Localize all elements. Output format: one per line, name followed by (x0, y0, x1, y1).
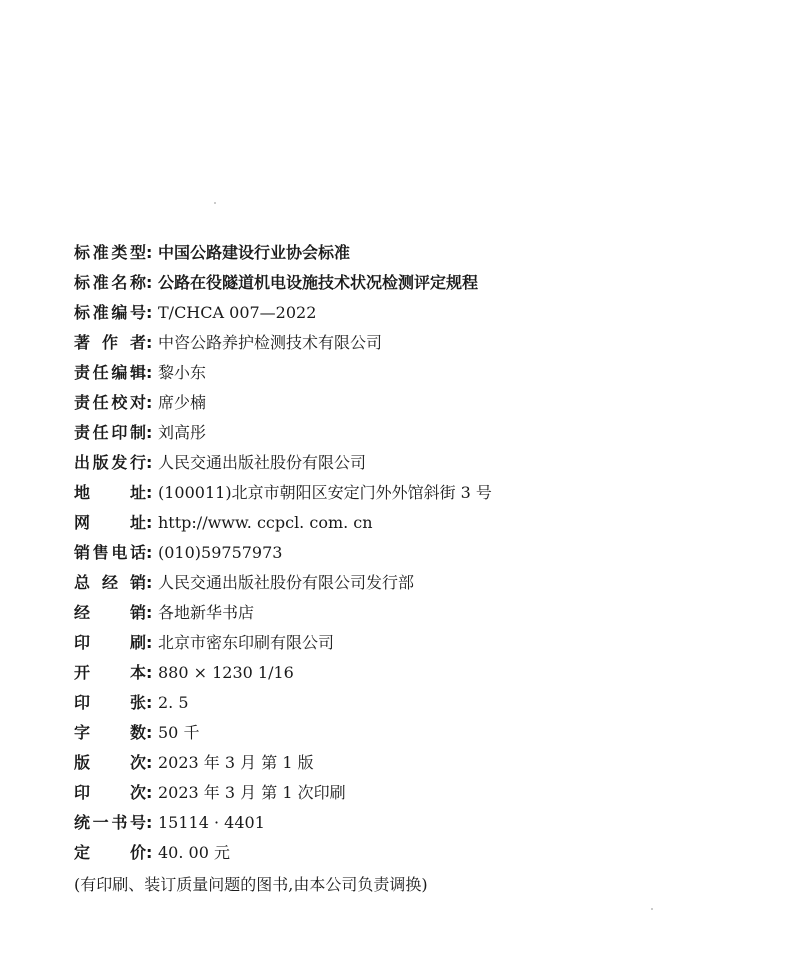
info-label: 印 刷 (74, 633, 146, 652)
info-row (74, 778, 754, 808)
info-colon: : (146, 783, 153, 802)
info-colon: : (146, 843, 153, 862)
info-label: 开 本 (74, 663, 146, 682)
info-colon: : (146, 453, 153, 472)
info-colon: : (146, 513, 153, 532)
info-colon: : (146, 693, 153, 712)
info-colon: : (146, 303, 153, 322)
info-value: 2023 年 3 月 第 1 次印刷 (158, 783, 346, 802)
info-colon: : (146, 363, 153, 382)
info-label: 标准编号 (74, 303, 146, 322)
info-row (74, 808, 754, 838)
info-value: 中咨公路养护检测技术有限公司 (158, 333, 383, 352)
info-value: 880 × 1230 1/16 (158, 663, 294, 682)
scan-speck (651, 908, 653, 910)
info-value: 各地新华书店 (158, 603, 255, 622)
info-row (74, 688, 754, 718)
info-colon: : (146, 603, 153, 622)
info-row (74, 748, 754, 778)
info-row (74, 838, 754, 868)
info-label: 标准类型 (74, 243, 146, 262)
info-label: 地 址 (74, 483, 146, 502)
info-colon: : (146, 273, 153, 292)
info-row (74, 658, 754, 688)
info-label: 出版发行 (74, 453, 146, 472)
info-label: 责任印制 (74, 423, 146, 442)
info-label: 版 次 (74, 753, 146, 772)
info-value: 人民交通出版社股份有限公司发行部 (158, 573, 415, 592)
info-label: 总 经 销 (74, 573, 146, 592)
info-label: 著 作 者 (74, 333, 146, 352)
info-value: (010)59757973 (158, 543, 283, 562)
info-colon: : (146, 393, 153, 412)
info-colon: : (146, 333, 153, 352)
info-row (74, 568, 754, 598)
info-row (74, 388, 754, 418)
info-label: 统一书号 (74, 813, 146, 832)
info-row (74, 718, 754, 748)
info-row (74, 238, 754, 268)
info-colon: : (146, 243, 153, 262)
info-label: 字 数 (74, 723, 146, 742)
info-label: 定 价 (74, 843, 146, 862)
info-row (74, 448, 754, 478)
info-row (74, 268, 754, 298)
info-value: 人民交通出版社股份有限公司 (158, 453, 367, 472)
info-label: 责任校对 (74, 393, 146, 412)
info-row (74, 538, 754, 568)
info-value: 席少楠 (158, 393, 207, 412)
info-value: 40. 00 元 (158, 843, 230, 862)
info-row (74, 508, 754, 538)
info-row (74, 478, 754, 508)
info-row (74, 358, 754, 388)
info-value: 15114 · 4401 (158, 813, 265, 832)
info-colon: : (146, 543, 153, 562)
info-value: 北京市密东印刷有限公司 (158, 633, 335, 652)
info-colon: : (146, 423, 153, 442)
info-colon: : (146, 663, 153, 682)
info-value: 2. 5 (158, 693, 189, 712)
info-label: 印 次 (74, 783, 146, 802)
info-label: 销售电话 (74, 543, 146, 562)
scan-speck (214, 202, 216, 204)
info-colon: : (146, 633, 153, 652)
info-label: 网 址 (74, 513, 146, 532)
info-colon: : (146, 483, 153, 502)
info-colon: : (146, 753, 153, 772)
info-value: 50 千 (158, 723, 200, 742)
info-value: T/CHCA 007—2022 (158, 303, 317, 322)
info-colon: : (146, 723, 153, 742)
info-value: 中国公路建设行业协会标准 (158, 243, 351, 262)
info-value: 黎小东 (158, 363, 207, 382)
info-row (74, 328, 754, 358)
info-value: 公路在役隧道机电设施技术状况检测评定规程 (158, 273, 479, 292)
info-value: (100011)北京市朝阳区安定门外外馆斜街 3 号 (158, 483, 492, 502)
info-colon: : (146, 573, 153, 592)
quality-notice: (有印刷、装订质量问题的图书,由本公司负责调换) (74, 875, 428, 894)
info-row (74, 598, 754, 628)
info-value: 刘高彤 (158, 423, 207, 442)
info-label: 标准名称 (74, 273, 146, 292)
info-row (74, 628, 754, 658)
publication-info-list (74, 238, 754, 868)
info-label: 印 张 (74, 693, 146, 712)
info-row (74, 298, 754, 328)
info-colon: : (146, 813, 153, 832)
info-row (74, 418, 754, 448)
info-label: 经 销 (74, 603, 146, 622)
info-label: 责任编辑 (74, 363, 146, 382)
info-value: http://www. ccpcl. com. cn (158, 513, 373, 532)
info-value: 2023 年 3 月 第 1 版 (158, 753, 314, 772)
